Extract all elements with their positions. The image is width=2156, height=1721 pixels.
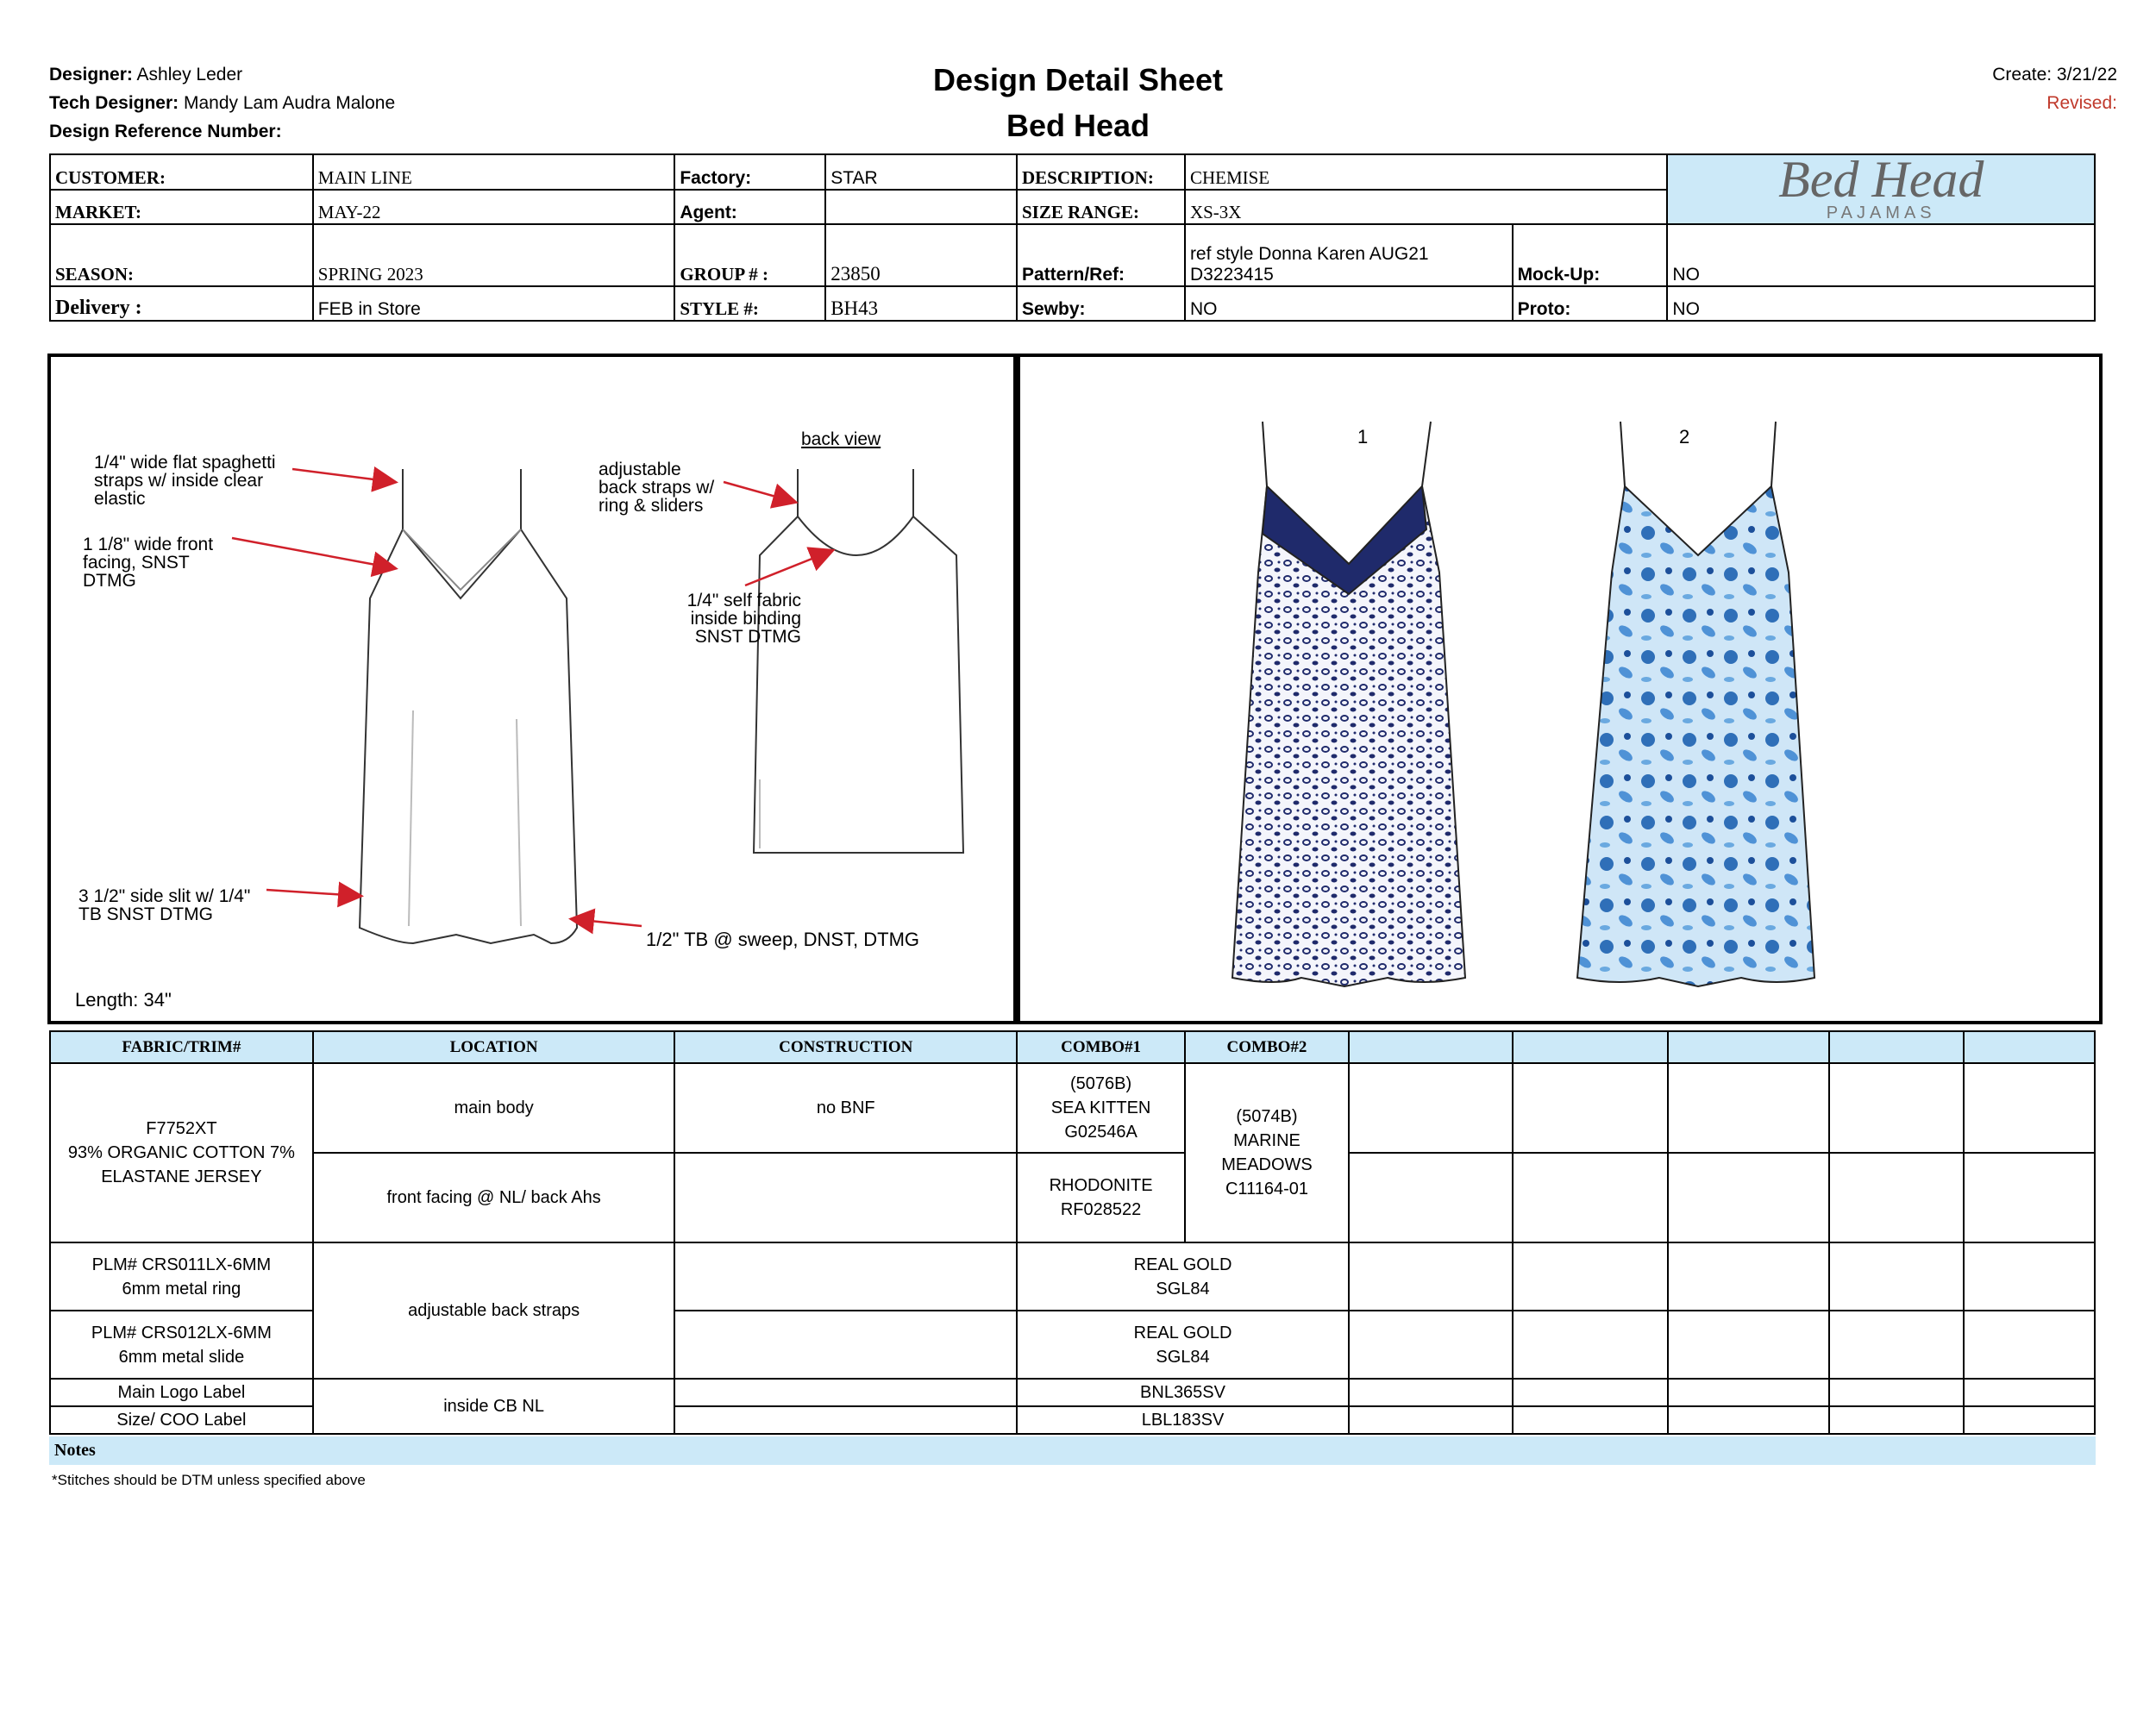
notes-bar: Notes <box>49 1436 2096 1465</box>
pattern-value <box>1185 224 1513 286</box>
fabric-content-line2: ELASTANE JERSEY <box>101 1167 262 1186</box>
callout-binding-line3: SNST DTMG <box>694 627 801 647</box>
description-value: CHEMISE <box>1185 154 1667 190</box>
table-cell <box>674 1311 1017 1379</box>
header-construction: CONSTRUCTION <box>674 1031 1017 1063</box>
table-cell <box>1964 1153 2095 1242</box>
group-value: 23850 <box>825 224 1017 286</box>
table-cell <box>1349 1406 1513 1434</box>
table-cell <box>1668 1311 1830 1379</box>
designer-label: Designer: <box>49 65 133 84</box>
header-empty <box>1349 1031 1513 1063</box>
pattern-ref-line: ref style Donna Karen AUG21 <box>1189 244 1429 264</box>
customer-value: MAIN LINE <box>313 154 675 190</box>
construction-main-body: no BNF <box>674 1063 1017 1153</box>
fabric-trim-table <box>49 1030 2096 1435</box>
front-chemise-sketch <box>360 469 577 943</box>
sewby-label: Sewby: <box>1017 286 1185 321</box>
delivery-label: Delivery : <box>50 286 313 321</box>
style-value: BH43 <box>825 286 1017 321</box>
delivery-value: FEB in Store <box>313 286 675 321</box>
colorway-1-number: 1 <box>1357 426 1369 447</box>
header-left <box>49 60 395 146</box>
colorway-2-chemise <box>1577 422 1814 986</box>
agent-label: Agent: <box>674 190 825 225</box>
table-cell <box>1668 1406 1830 1434</box>
callout-straps-line1: 1/4" wide flat spaghetti <box>94 453 276 472</box>
brand-logo <box>1667 151 2095 224</box>
combo2-ref: C11164-01 <box>1225 1180 1308 1198</box>
table-cell <box>1964 1406 2095 1434</box>
mockup-label: Mock-Up: <box>1513 224 1668 286</box>
header-empty <box>1668 1031 1830 1063</box>
colorway-2-number: 2 <box>1679 426 1690 447</box>
location-inside-cb: inside CB NL <box>313 1379 675 1434</box>
table-cell <box>1349 1379 1513 1406</box>
main-logo-label: Main Logo Label <box>50 1379 313 1406</box>
slide-color: REAL GOLD <box>1133 1323 1232 1342</box>
group-label: GROUP # : <box>674 224 825 286</box>
fabric-content-line1: 93% ORGANIC COTTON 7% <box>67 1143 295 1162</box>
table-cell <box>674 1242 1017 1311</box>
header-empty <box>1829 1031 1964 1063</box>
table-cell <box>1668 1379 1830 1406</box>
table-cell <box>1829 1063 1964 1153</box>
back-chemise-sketch <box>754 469 963 853</box>
colorway-drawing <box>1017 357 2099 1021</box>
table-cell <box>674 1153 1017 1242</box>
tech-designer-label: Tech Designer: <box>49 93 179 113</box>
table-cell <box>1964 1379 2095 1406</box>
callout-facing-line2: facing, SNST <box>83 553 190 573</box>
ring-color: REAL GOLD <box>1133 1255 1232 1274</box>
location-back-straps: adjustable back straps <box>313 1242 675 1379</box>
callout-binding-line2: inside binding <box>690 609 801 629</box>
table-cell <box>674 1379 1017 1406</box>
callout-slit-line1: 3 1/2" side slit w/ 1/4" <box>78 886 251 906</box>
fabric-cell <box>50 1063 313 1242</box>
callout-back-straps <box>599 460 714 515</box>
table-cell <box>1829 1311 1964 1379</box>
table-cell <box>1349 1153 1513 1242</box>
combo1-name: SEA KITTEN <box>1050 1098 1151 1117</box>
combo1-code: (5076B) <box>1069 1074 1132 1093</box>
ring-color-code: SGL84 <box>1156 1279 1210 1299</box>
length-label: Length: 34" <box>75 989 172 1011</box>
info-table <box>49 153 2096 322</box>
ring-desc: 6mm metal ring <box>122 1279 241 1299</box>
callout-side-slit <box>78 887 250 923</box>
callout-backstraps-line2: back straps w/ <box>599 478 715 498</box>
header-combo-2: COMBO#2 <box>1185 1031 1349 1063</box>
slide-color-code: SGL84 <box>1156 1347 1210 1367</box>
factory-label: Factory: <box>674 154 825 190</box>
table-cell <box>1829 1242 1964 1311</box>
table-cell <box>1668 1063 1830 1153</box>
table-cell <box>1829 1406 1964 1434</box>
market-label: MARKET: <box>50 190 313 225</box>
back-view-label: back view <box>801 429 881 449</box>
table-cell <box>1349 1063 1513 1153</box>
header-fabric-trim: FABRIC/TRIM# <box>50 1031 313 1063</box>
combo1-facing <box>1017 1153 1185 1242</box>
slide-plm: PLM# CRS012LX-6MM <box>91 1323 272 1342</box>
combo1-main-body <box>1017 1063 1185 1153</box>
revised-label: Revised: <box>2046 93 2117 113</box>
callout-facing-line1: 1 1/8" wide front <box>83 535 214 554</box>
slide-trim <box>50 1311 313 1379</box>
callout-straps <box>94 454 276 508</box>
header-combo-1: COMBO#1 <box>1017 1031 1185 1063</box>
sewby-value: NO <box>1185 286 1513 321</box>
callout-straps-line2: straps w/ inside clear <box>94 471 264 491</box>
callout-backstraps-line3: ring & sliders <box>599 496 704 516</box>
callout-facing-line3: DTMG <box>83 571 136 591</box>
create-date: Create: 3/21/22 <box>1992 65 2117 84</box>
combo2-name-line1: MARINE <box>1233 1131 1300 1150</box>
slide-combo <box>1017 1311 1349 1379</box>
logo-text: Bed Head <box>1778 151 1984 208</box>
ring-plm: PLM# CRS011LX-6MM <box>91 1255 272 1274</box>
proto-label: Proto: <box>1513 286 1668 321</box>
factory-value: STAR <box>825 154 1017 190</box>
table-cell <box>1513 1406 1668 1434</box>
combo2-code: (5074B) <box>1236 1107 1298 1126</box>
agent-value <box>825 190 1017 225</box>
table-cell <box>1349 1311 1513 1379</box>
header-empty <box>1964 1031 2095 1063</box>
callout-binding-line1: 1/4" self fabric <box>686 591 801 610</box>
table-cell <box>1513 1311 1668 1379</box>
combo1-facing-ref: RF028522 <box>1060 1200 1142 1219</box>
header-empty <box>1513 1031 1668 1063</box>
header-right <box>1992 60 2117 117</box>
size-range-value: XS-3X <box>1185 190 1667 225</box>
table-cell <box>1513 1153 1668 1242</box>
mockup-value: NO <box>1667 224 2095 286</box>
callout-straps-line3: elastic <box>94 489 146 509</box>
table-cell <box>1964 1311 2095 1379</box>
table-cell <box>1964 1063 2095 1153</box>
size-coo-label: Size/ COO Label <box>50 1406 313 1434</box>
size-coo-code: LBL183SV <box>1017 1406 1349 1434</box>
table-cell <box>1513 1063 1668 1153</box>
ring-trim <box>50 1242 313 1311</box>
callout-backstraps-line1: adjustable <box>599 460 681 479</box>
design-ref-label: Design Reference Number: <box>49 122 282 141</box>
ring-combo <box>1017 1242 1349 1311</box>
notes-text: *Stitches should be DTM unless specified above <box>52 1472 366 1488</box>
combo1-ref: G02546A <box>1064 1123 1138 1142</box>
main-logo-code: BNL365SV <box>1017 1379 1349 1406</box>
customer-label: CUSTOMER: <box>50 154 313 190</box>
designer-value: Ashley Leder <box>136 65 243 84</box>
tech-designer-value: Mandy Lam Audra Malone <box>184 93 396 113</box>
header-location: LOCATION <box>313 1031 675 1063</box>
location-front-facing: front facing @ NL/ back Ahs <box>313 1153 675 1242</box>
table-cell <box>1513 1242 1668 1311</box>
table-cell <box>1668 1242 1830 1311</box>
table-cell <box>1349 1242 1513 1311</box>
page-subtitle: Bed Head <box>1006 108 1150 143</box>
combo2-name-line2: MEADOWS <box>1221 1155 1313 1174</box>
size-range-label: SIZE RANGE: <box>1017 190 1185 225</box>
table-cell <box>1513 1379 1668 1406</box>
market-value: MAY-22 <box>313 190 675 225</box>
fabric-code: F7752XT <box>146 1119 217 1138</box>
table-cell <box>1668 1153 1830 1242</box>
table-cell <box>1829 1153 1964 1242</box>
colorway-1-chemise <box>1232 422 1465 986</box>
style-label: STYLE #: <box>674 286 825 321</box>
logo-subtext: PAJAMAS <box>1826 203 1936 222</box>
pattern-label: Pattern/Ref: <box>1017 224 1185 286</box>
description-label: DESCRIPTION: <box>1017 154 1185 190</box>
slide-desc: 6mm metal slide <box>118 1347 245 1367</box>
season-label: SEASON: <box>50 224 313 286</box>
callout-binding <box>629 591 801 646</box>
flat-sketch-panel <box>47 354 1020 1024</box>
proto-value: NO <box>1667 286 2095 321</box>
table-cell <box>1964 1242 2095 1311</box>
page-title: Design Detail Sheet <box>932 62 1224 97</box>
location-main-body: main body <box>313 1063 675 1153</box>
season-value: SPRING 2023 <box>313 224 675 286</box>
combo2-cell <box>1185 1063 1349 1242</box>
callout-facing <box>83 535 213 590</box>
table-cell <box>1829 1379 1964 1406</box>
combo1-facing-name: RHODONITE <box>1049 1176 1153 1195</box>
callout-sweep: 1/2" TB @ sweep, DNST, DTMG <box>646 929 920 950</box>
callout-slit-line2: TB SNST DTMG <box>78 904 213 924</box>
pattern-number: D3223415 <box>1189 265 1274 285</box>
colorway-panel <box>1013 354 2103 1024</box>
table-cell <box>674 1406 1017 1434</box>
